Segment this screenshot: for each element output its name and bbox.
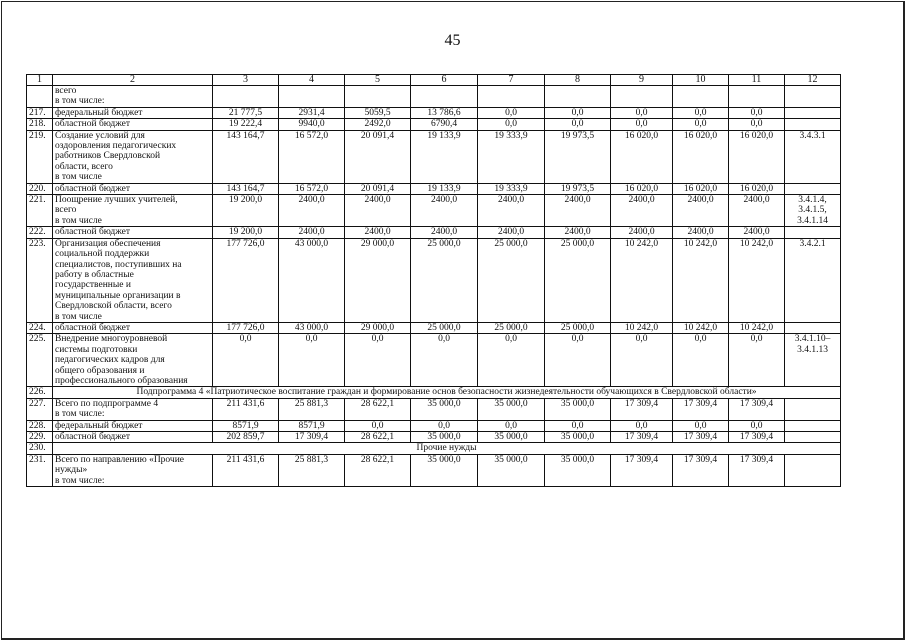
value-cell: 0,0 bbox=[611, 420, 673, 431]
value-cell: 0,0 bbox=[345, 334, 411, 387]
row-number: 218. bbox=[27, 119, 53, 130]
value-cell: 16 572,0 bbox=[279, 130, 345, 183]
value-cell: 21 777,5 bbox=[213, 107, 279, 118]
row-number: 221. bbox=[27, 195, 53, 227]
value-cell bbox=[729, 86, 785, 108]
row-description: областной бюджет bbox=[53, 183, 213, 194]
value-cell bbox=[345, 86, 411, 108]
value-cell: 17 309,4 bbox=[611, 398, 673, 420]
value-cell: 19 333,9 bbox=[478, 183, 545, 194]
value-cell: 35 000,0 bbox=[545, 432, 611, 443]
value-cell: 2400,0 bbox=[673, 195, 729, 227]
value-cell: 2400,0 bbox=[729, 227, 785, 238]
row-description: областной бюджет bbox=[53, 432, 213, 443]
row-description: всего в том числе: bbox=[53, 86, 213, 108]
column-header: 2 bbox=[53, 75, 213, 86]
budget-table bbox=[26, 74, 841, 487]
row-number: 220. bbox=[27, 183, 53, 194]
value-cell: 0,0 bbox=[673, 119, 729, 130]
value-cell: 0,0 bbox=[673, 420, 729, 431]
value-cell: 17 309,4 bbox=[729, 432, 785, 443]
value-cell: 17 309,4 bbox=[611, 432, 673, 443]
table-row bbox=[27, 387, 841, 398]
table-row bbox=[27, 130, 841, 183]
value-cell: 19 133,9 bbox=[411, 183, 478, 194]
value-cell: 19 222,4 bbox=[213, 119, 279, 130]
value-cell: 16 020,0 bbox=[673, 183, 729, 194]
section-heading: Прочие нужды bbox=[53, 443, 841, 454]
value-cell: 0,0 bbox=[478, 420, 545, 431]
reference-cell bbox=[785, 119, 841, 130]
table-row bbox=[27, 195, 841, 227]
row-number: 224. bbox=[27, 322, 53, 333]
value-cell: 2492,0 bbox=[345, 119, 411, 130]
value-cell: 9940,0 bbox=[279, 119, 345, 130]
value-cell: 2400,0 bbox=[411, 227, 478, 238]
table-row bbox=[27, 119, 841, 130]
value-cell: 143 164,7 bbox=[213, 183, 279, 194]
value-cell: 17 309,4 bbox=[673, 398, 729, 420]
value-cell: 19 200,0 bbox=[213, 195, 279, 227]
reference-cell bbox=[785, 420, 841, 431]
value-cell bbox=[411, 86, 478, 108]
value-cell: 25 881,3 bbox=[279, 454, 345, 486]
value-cell: 2400,0 bbox=[545, 227, 611, 238]
value-cell: 0,0 bbox=[213, 334, 279, 387]
table-row bbox=[27, 86, 841, 108]
value-cell: 20 091,4 bbox=[345, 183, 411, 194]
value-cell: 35 000,0 bbox=[411, 454, 478, 486]
value-cell: 35 000,0 bbox=[545, 454, 611, 486]
value-cell: 29 000,0 bbox=[345, 322, 411, 333]
row-description: Всего по направлению «Прочие нужды» в том числе: bbox=[53, 454, 213, 486]
reference-cell bbox=[785, 322, 841, 333]
value-cell: 2400,0 bbox=[673, 227, 729, 238]
row-number: 229. bbox=[27, 432, 53, 443]
value-cell bbox=[611, 86, 673, 108]
value-cell: 25 000,0 bbox=[478, 322, 545, 333]
value-cell: 0,0 bbox=[611, 119, 673, 130]
row-description: областной бюджет bbox=[53, 119, 213, 130]
value-cell: 0,0 bbox=[545, 107, 611, 118]
value-cell: 2400,0 bbox=[611, 195, 673, 227]
value-cell bbox=[673, 86, 729, 108]
value-cell bbox=[279, 86, 345, 108]
value-cell: 2400,0 bbox=[478, 195, 545, 227]
value-cell: 0,0 bbox=[545, 420, 611, 431]
value-cell: 35 000,0 bbox=[545, 398, 611, 420]
row-description: Поощрение лучших учителей, всего в том числе bbox=[53, 195, 213, 227]
column-header: 5 bbox=[345, 75, 411, 86]
value-cell: 10 242,0 bbox=[673, 322, 729, 333]
row-number: 231. bbox=[27, 454, 53, 486]
row-number: 217. bbox=[27, 107, 53, 118]
page-number: 45 bbox=[444, 32, 461, 49]
value-cell: 2400,0 bbox=[611, 227, 673, 238]
row-number: 227. bbox=[27, 398, 53, 420]
value-cell: 5059,5 bbox=[345, 107, 411, 118]
value-cell: 19 200,0 bbox=[213, 227, 279, 238]
row-description: федеральный бюджет bbox=[53, 420, 213, 431]
value-cell: 2400,0 bbox=[279, 227, 345, 238]
value-cell: 16 020,0 bbox=[729, 130, 785, 183]
row-number: 226. bbox=[27, 387, 53, 398]
value-cell: 0,0 bbox=[729, 119, 785, 130]
value-cell bbox=[478, 86, 545, 108]
value-cell: 0,0 bbox=[673, 107, 729, 118]
row-description: Внедрение многоуровневой системы подготовки педагогических кадров для общего образования и профессионального образования bbox=[53, 334, 213, 387]
value-cell: 35 000,0 bbox=[411, 398, 478, 420]
value-cell: 143 164,7 bbox=[213, 130, 279, 183]
table-row bbox=[27, 398, 841, 420]
value-cell: 0,0 bbox=[279, 334, 345, 387]
row-number: 230. bbox=[27, 443, 53, 454]
value-cell: 35 000,0 bbox=[478, 454, 545, 486]
table-row bbox=[27, 432, 841, 443]
column-header: 1 bbox=[27, 75, 53, 86]
reference-cell: 3.4.1.4, 3.4.1.5, 3.4.1.14 bbox=[785, 195, 841, 227]
value-cell: 2931,4 bbox=[279, 107, 345, 118]
value-cell: 2400,0 bbox=[345, 227, 411, 238]
value-cell: 16 020,0 bbox=[673, 130, 729, 183]
table-row bbox=[27, 238, 841, 322]
column-header: 4 bbox=[279, 75, 345, 86]
value-cell: 20 091,4 bbox=[345, 130, 411, 183]
column-header: 3 bbox=[213, 75, 279, 86]
value-cell: 10 242,0 bbox=[729, 322, 785, 333]
column-header: 10 bbox=[673, 75, 729, 86]
value-cell: 43 000,0 bbox=[279, 238, 345, 322]
value-cell: 0,0 bbox=[411, 334, 478, 387]
value-cell: 25 000,0 bbox=[545, 322, 611, 333]
value-cell: 25 000,0 bbox=[545, 238, 611, 322]
row-description: областной бюджет bbox=[53, 322, 213, 333]
reference-cell bbox=[785, 86, 841, 108]
value-cell: 211 431,6 bbox=[213, 454, 279, 486]
reference-cell bbox=[785, 398, 841, 420]
value-cell: 28 622,1 bbox=[345, 398, 411, 420]
column-header: 6 bbox=[411, 75, 478, 86]
table-row bbox=[27, 454, 841, 486]
table-row bbox=[27, 183, 841, 194]
value-cell: 13 786,6 bbox=[411, 107, 478, 118]
table-row bbox=[27, 334, 841, 387]
row-description: Создание условий для оздоровления педагогических работников Свердловской области, всего в том числе bbox=[53, 130, 213, 183]
value-cell: 10 242,0 bbox=[729, 238, 785, 322]
value-cell: 10 242,0 bbox=[611, 322, 673, 333]
value-cell: 35 000,0 bbox=[478, 398, 545, 420]
row-number: 228. bbox=[27, 420, 53, 431]
row-number: 222. bbox=[27, 227, 53, 238]
value-cell bbox=[213, 86, 279, 108]
reference-cell bbox=[785, 432, 841, 443]
value-cell: 28 622,1 bbox=[345, 432, 411, 443]
value-cell: 2400,0 bbox=[279, 195, 345, 227]
value-cell: 19 973,5 bbox=[545, 130, 611, 183]
value-cell: 0,0 bbox=[411, 420, 478, 431]
value-cell: 2400,0 bbox=[345, 195, 411, 227]
value-cell: 19 973,5 bbox=[545, 183, 611, 194]
value-cell: 17 309,4 bbox=[673, 454, 729, 486]
row-description: федеральный бюджет bbox=[53, 107, 213, 118]
value-cell: 0,0 bbox=[478, 119, 545, 130]
value-cell: 17 309,4 bbox=[729, 398, 785, 420]
value-cell: 0,0 bbox=[545, 334, 611, 387]
row-description: областной бюджет bbox=[53, 227, 213, 238]
header-row bbox=[27, 75, 841, 86]
column-header: 7 bbox=[478, 75, 545, 86]
value-cell: 177 726,0 bbox=[213, 238, 279, 322]
value-cell: 0,0 bbox=[673, 334, 729, 387]
column-header: 12 bbox=[785, 75, 841, 86]
value-cell: 0,0 bbox=[345, 420, 411, 431]
value-cell: 0,0 bbox=[545, 119, 611, 130]
row-number: 225. bbox=[27, 334, 53, 387]
row-description: Организация обеспечения социальной поддержки специалистов, поступивших на работу в областные государственные и муниципальные организации в Свердловской области, всего в том числе bbox=[53, 238, 213, 322]
value-cell: 2400,0 bbox=[411, 195, 478, 227]
value-cell: 202 859,7 bbox=[213, 432, 279, 443]
value-cell: 211 431,6 bbox=[213, 398, 279, 420]
reference-cell bbox=[785, 454, 841, 486]
value-cell: 2400,0 bbox=[729, 195, 785, 227]
reference-cell bbox=[785, 107, 841, 118]
value-cell: 16 020,0 bbox=[611, 183, 673, 194]
value-cell: 16 020,0 bbox=[611, 130, 673, 183]
value-cell: 19 333,9 bbox=[478, 130, 545, 183]
value-cell: 43 000,0 bbox=[279, 322, 345, 333]
value-cell: 177 726,0 bbox=[213, 322, 279, 333]
section-heading: Подпрограмма 4 «Патриотическое воспитание граждан и формирование основ безопасности жизнедеятельности обучающихся в Свердловской области» bbox=[53, 387, 841, 398]
value-cell: 25 000,0 bbox=[411, 322, 478, 333]
column-header: 11 bbox=[729, 75, 785, 86]
value-cell: 0,0 bbox=[478, 107, 545, 118]
column-header: 8 bbox=[545, 75, 611, 86]
table-row bbox=[27, 107, 841, 118]
reference-cell: 3.4.2.1 bbox=[785, 238, 841, 322]
value-cell: 6790,4 bbox=[411, 119, 478, 130]
value-cell: 35 000,0 bbox=[411, 432, 478, 443]
reference-cell: 3.4.3.1 bbox=[785, 130, 841, 183]
value-cell bbox=[545, 86, 611, 108]
column-header: 9 bbox=[611, 75, 673, 86]
reference-cell: 3.4.1.10– 3.4.1.13 bbox=[785, 334, 841, 387]
value-cell: 16 572,0 bbox=[279, 183, 345, 194]
value-cell: 17 309,4 bbox=[729, 454, 785, 486]
value-cell: 8571,9 bbox=[213, 420, 279, 431]
row-number: 223. bbox=[27, 238, 53, 322]
row-number bbox=[27, 86, 53, 108]
value-cell: 10 242,0 bbox=[611, 238, 673, 322]
value-cell: 25 000,0 bbox=[478, 238, 545, 322]
table-row bbox=[27, 443, 841, 454]
value-cell: 0,0 bbox=[478, 334, 545, 387]
value-cell: 8571,9 bbox=[279, 420, 345, 431]
value-cell: 25 000,0 bbox=[411, 238, 478, 322]
value-cell: 17 309,4 bbox=[673, 432, 729, 443]
table-row bbox=[27, 420, 841, 431]
value-cell: 28 622,1 bbox=[345, 454, 411, 486]
value-cell: 10 242,0 bbox=[673, 238, 729, 322]
reference-cell bbox=[785, 183, 841, 194]
value-cell: 29 000,0 bbox=[345, 238, 411, 322]
table-row bbox=[27, 227, 841, 238]
value-cell: 16 020,0 bbox=[729, 183, 785, 194]
row-description: Всего по подпрограмме 4 в том числе: bbox=[53, 398, 213, 420]
value-cell: 17 309,4 bbox=[611, 454, 673, 486]
row-number: 219. bbox=[27, 130, 53, 183]
value-cell: 0,0 bbox=[611, 334, 673, 387]
value-cell: 2400,0 bbox=[478, 227, 545, 238]
value-cell: 17 309,4 bbox=[279, 432, 345, 443]
value-cell: 19 133,9 bbox=[411, 130, 478, 183]
value-cell: 25 881,3 bbox=[279, 398, 345, 420]
value-cell: 0,0 bbox=[729, 420, 785, 431]
reference-cell bbox=[785, 227, 841, 238]
value-cell: 0,0 bbox=[611, 107, 673, 118]
table-row bbox=[27, 322, 841, 333]
value-cell: 0,0 bbox=[729, 107, 785, 118]
value-cell: 35 000,0 bbox=[478, 432, 545, 443]
value-cell: 2400,0 bbox=[545, 195, 611, 227]
value-cell: 0,0 bbox=[729, 334, 785, 387]
